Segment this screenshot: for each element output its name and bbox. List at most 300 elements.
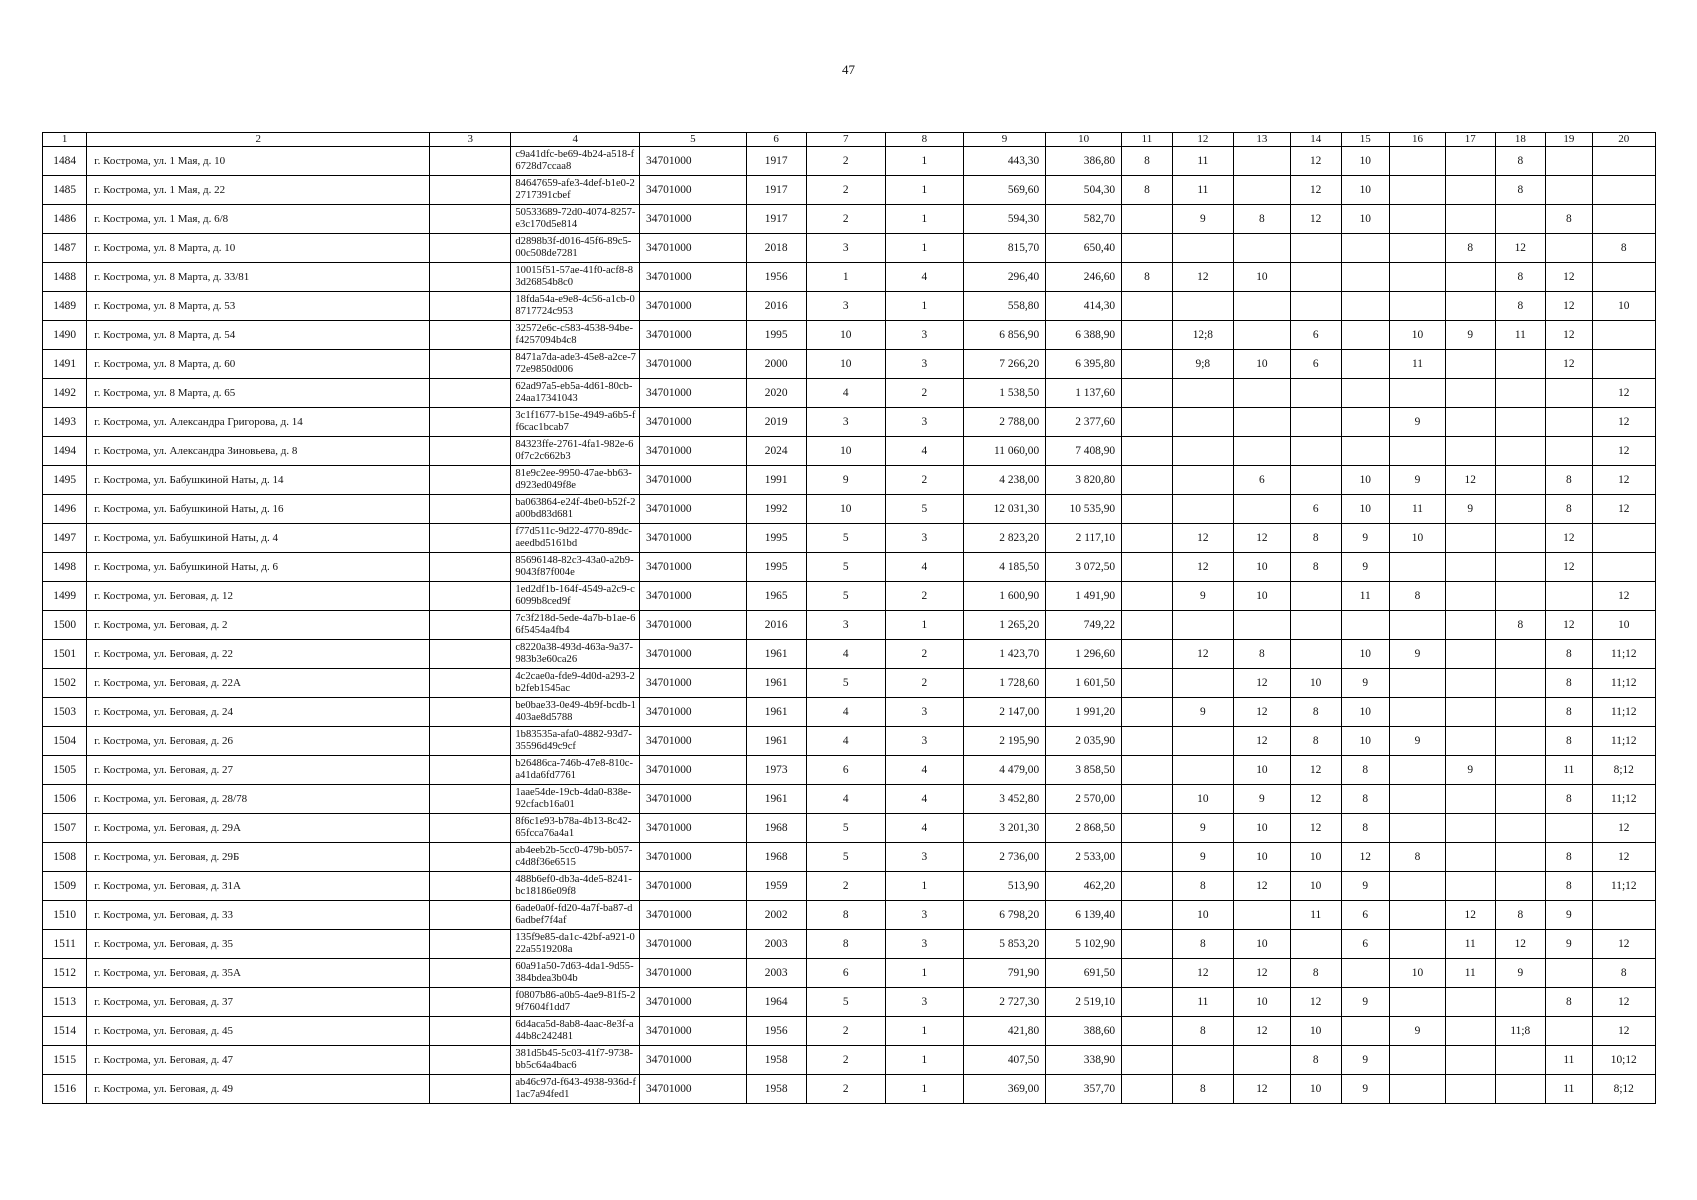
floors-cell: 2	[806, 205, 885, 234]
oktmo-code-cell: 34701000	[640, 408, 747, 437]
col-15-cell: 9	[1341, 669, 1390, 698]
fias-guid-cell: 6d4aca5d-8ab8-4aac-8e3f-a44b8c242481	[511, 1017, 640, 1046]
entrances-cell: 4	[885, 814, 963, 843]
col-17-cell	[1445, 379, 1495, 408]
entrances-cell: 1	[885, 611, 963, 640]
row-number-cell: 1496	[43, 495, 87, 524]
address-cell: г. Кострома, ул. Беговая, д. 47	[87, 1046, 430, 1075]
address-cell: г. Кострома, ул. 8 Марта, д. 60	[87, 350, 430, 379]
col-16-cell	[1390, 437, 1446, 466]
col-18-cell	[1495, 1046, 1546, 1075]
table-row	[43, 408, 1656, 437]
column-header-17: 17	[1445, 133, 1495, 147]
living-area-cell: 2 117,10	[1046, 524, 1122, 553]
col-14-cell: 12	[1290, 147, 1341, 176]
col-3-cell	[430, 147, 511, 176]
col-17-cell	[1445, 727, 1495, 756]
col-16-cell	[1390, 872, 1446, 901]
table-body	[43, 147, 1656, 1104]
col-15-cell: 8	[1341, 785, 1390, 814]
col-16-cell	[1390, 901, 1446, 930]
floors-cell: 2	[806, 1075, 885, 1104]
fias-guid-cell: ba063864-e24f-4be0-b52f-2a00bd83d681	[511, 495, 640, 524]
build-year-cell: 2018	[746, 234, 806, 263]
col-16-cell	[1390, 698, 1446, 727]
entrances-cell: 2	[885, 640, 963, 669]
col-17-cell: 8	[1445, 234, 1495, 263]
col-11-cell	[1122, 1075, 1173, 1104]
fias-guid-cell: 488b6ef0-db3a-4de5-8241-bc18186e09f8	[511, 872, 640, 901]
oktmo-code-cell: 34701000	[640, 466, 747, 495]
col-13-cell: 10	[1233, 350, 1290, 379]
col-11-cell: 8	[1122, 176, 1173, 205]
row-number-cell: 1502	[43, 669, 87, 698]
col-20-cell: 12	[1592, 379, 1655, 408]
col-14-cell: 8	[1290, 959, 1341, 988]
row-number-cell: 1499	[43, 582, 87, 611]
table-row	[43, 814, 1656, 843]
entrances-cell: 2	[885, 466, 963, 495]
col-11-cell	[1122, 959, 1173, 988]
col-15-cell: 10	[1341, 640, 1390, 669]
entrances-cell: 3	[885, 321, 963, 350]
build-year-cell: 1968	[746, 814, 806, 843]
oktmo-code-cell: 34701000	[640, 1046, 747, 1075]
floors-cell: 3	[806, 234, 885, 263]
floors-cell: 10	[806, 437, 885, 466]
col-12-cell	[1172, 1046, 1233, 1075]
col-3-cell	[430, 930, 511, 959]
col-14-cell: 6	[1290, 350, 1341, 379]
address-cell: г. Кострома, ул. Беговая, д. 31А	[87, 872, 430, 901]
col-12-cell: 12;8	[1172, 321, 1233, 350]
row-number-cell: 1493	[43, 408, 87, 437]
entrances-cell: 3	[885, 698, 963, 727]
col-18-cell	[1495, 814, 1546, 843]
col-18-cell	[1495, 437, 1546, 466]
floors-cell: 8	[806, 901, 885, 930]
col-19-cell: 12	[1546, 263, 1592, 292]
living-area-cell: 2 519,10	[1046, 988, 1122, 1017]
build-year-cell: 2002	[746, 901, 806, 930]
table-row	[43, 901, 1656, 930]
oktmo-code-cell: 34701000	[640, 843, 747, 872]
col-20-cell: 11;12	[1592, 669, 1655, 698]
floors-cell: 5	[806, 524, 885, 553]
address-cell: г. Кострома, ул. Беговая, д. 29А	[87, 814, 430, 843]
col-19-cell: 8	[1546, 843, 1592, 872]
col-13-cell	[1233, 379, 1290, 408]
col-19-cell	[1546, 814, 1592, 843]
col-20-cell: 12	[1592, 988, 1655, 1017]
build-year-cell: 1964	[746, 988, 806, 1017]
col-12-cell: 9;8	[1172, 350, 1233, 379]
entrances-cell: 3	[885, 901, 963, 930]
column-header-2: 2	[87, 133, 430, 147]
table-row	[43, 205, 1656, 234]
housing-register-table	[42, 132, 1656, 1104]
address-cell: г. Кострома, ул. Беговая, д. 27	[87, 756, 430, 785]
living-area-cell: 3 820,80	[1046, 466, 1122, 495]
column-header-15: 15	[1341, 133, 1390, 147]
col-12-cell: 10	[1172, 901, 1233, 930]
col-3-cell	[430, 814, 511, 843]
entrances-cell: 1	[885, 147, 963, 176]
col-20-cell	[1592, 176, 1655, 205]
build-year-cell: 2016	[746, 292, 806, 321]
table-row	[43, 263, 1656, 292]
col-17-cell	[1445, 553, 1495, 582]
living-area-cell: 5 102,90	[1046, 930, 1122, 959]
total-area-cell: 2 823,20	[963, 524, 1045, 553]
col-15-cell: 6	[1341, 901, 1390, 930]
col-11-cell	[1122, 727, 1173, 756]
row-number-cell: 1516	[43, 1075, 87, 1104]
col-3-cell	[430, 176, 511, 205]
col-19-cell: 8	[1546, 727, 1592, 756]
column-header-8: 8	[885, 133, 963, 147]
col-12-cell	[1172, 727, 1233, 756]
col-16-cell: 9	[1390, 466, 1446, 495]
col-3-cell	[430, 698, 511, 727]
row-number-cell: 1512	[43, 959, 87, 988]
column-header-10: 10	[1046, 133, 1122, 147]
col-14-cell	[1290, 611, 1341, 640]
col-12-cell: 11	[1172, 147, 1233, 176]
address-cell: г. Кострома, ул. Беговая, д. 26	[87, 727, 430, 756]
living-area-cell: 1 137,60	[1046, 379, 1122, 408]
build-year-cell: 1992	[746, 495, 806, 524]
row-number-cell: 1498	[43, 553, 87, 582]
floors-cell: 3	[806, 292, 885, 321]
living-area-cell: 582,70	[1046, 205, 1122, 234]
col-3-cell	[430, 582, 511, 611]
table-row	[43, 379, 1656, 408]
fias-guid-cell: d2898b3f-d016-45f6-89c5-00c508de7281	[511, 234, 640, 263]
floors-cell: 4	[806, 698, 885, 727]
col-20-cell: 8	[1592, 959, 1655, 988]
column-header-5: 5	[640, 133, 747, 147]
living-area-cell: 6 388,90	[1046, 321, 1122, 350]
living-area-cell: 6 395,80	[1046, 350, 1122, 379]
col-19-cell: 12	[1546, 321, 1592, 350]
fias-guid-cell: f0807b86-a0b5-4ae9-81f5-29f7604f1dd7	[511, 988, 640, 1017]
col-17-cell: 9	[1445, 756, 1495, 785]
col-18-cell	[1495, 350, 1546, 379]
col-12-cell: 9	[1172, 205, 1233, 234]
fias-guid-cell: 1ed2df1b-164f-4549-a2c9-c6099b8ced9f	[511, 582, 640, 611]
col-3-cell	[430, 553, 511, 582]
col-14-cell: 12	[1290, 814, 1341, 843]
col-20-cell: 12	[1592, 408, 1655, 437]
col-3-cell	[430, 901, 511, 930]
living-area-cell: 7 408,90	[1046, 437, 1122, 466]
col-15-cell: 10	[1341, 205, 1390, 234]
living-area-cell: 10 535,90	[1046, 495, 1122, 524]
table-row	[43, 872, 1656, 901]
total-area-cell: 2 195,90	[963, 727, 1045, 756]
col-18-cell	[1495, 582, 1546, 611]
col-20-cell: 11;12	[1592, 640, 1655, 669]
table-row	[43, 640, 1656, 669]
total-area-cell: 2 147,00	[963, 698, 1045, 727]
col-15-cell: 10	[1341, 147, 1390, 176]
entrances-cell: 1	[885, 205, 963, 234]
col-16-cell	[1390, 176, 1446, 205]
col-12-cell	[1172, 408, 1233, 437]
col-15-cell: 8	[1341, 756, 1390, 785]
col-12-cell: 12	[1172, 959, 1233, 988]
build-year-cell: 1965	[746, 582, 806, 611]
col-3-cell	[430, 640, 511, 669]
total-area-cell: 7 266,20	[963, 350, 1045, 379]
col-11-cell	[1122, 524, 1173, 553]
col-11-cell	[1122, 582, 1173, 611]
table-row	[43, 176, 1656, 205]
column-header-1: 1	[43, 133, 87, 147]
row-number-cell: 1510	[43, 901, 87, 930]
col-13-cell: 6	[1233, 466, 1290, 495]
floors-cell: 8	[806, 930, 885, 959]
col-15-cell: 10	[1341, 495, 1390, 524]
col-16-cell	[1390, 553, 1446, 582]
fias-guid-cell: 1aae54de-19cb-4da0-838e-92cfacb16a01	[511, 785, 640, 814]
row-number-cell: 1487	[43, 234, 87, 263]
col-19-cell: 11	[1546, 1046, 1592, 1075]
col-14-cell: 12	[1290, 176, 1341, 205]
col-15-cell	[1341, 292, 1390, 321]
total-area-cell: 1 423,70	[963, 640, 1045, 669]
col-13-cell	[1233, 321, 1290, 350]
total-area-cell: 1 728,60	[963, 669, 1045, 698]
living-area-cell: 2 570,00	[1046, 785, 1122, 814]
address-cell: г. Кострома, ул. Беговая, д. 45	[87, 1017, 430, 1046]
entrances-cell: 1	[885, 1017, 963, 1046]
build-year-cell: 2000	[746, 350, 806, 379]
col-13-cell: 10	[1233, 263, 1290, 292]
address-cell: г. Кострома, ул. 8 Марта, д. 65	[87, 379, 430, 408]
col-16-cell: 10	[1390, 524, 1446, 553]
total-area-cell: 4 238,00	[963, 466, 1045, 495]
table-row	[43, 1017, 1656, 1046]
col-13-cell: 10	[1233, 582, 1290, 611]
address-cell: г. Кострома, ул. Беговая, д. 2	[87, 611, 430, 640]
total-area-cell: 1 538,50	[963, 379, 1045, 408]
living-area-cell: 357,70	[1046, 1075, 1122, 1104]
col-17-cell	[1445, 176, 1495, 205]
oktmo-code-cell: 34701000	[640, 959, 747, 988]
floors-cell: 4	[806, 785, 885, 814]
col-14-cell: 12	[1290, 785, 1341, 814]
col-17-cell	[1445, 524, 1495, 553]
col-15-cell	[1341, 408, 1390, 437]
oktmo-code-cell: 34701000	[640, 147, 747, 176]
oktmo-code-cell: 34701000	[640, 727, 747, 756]
col-3-cell	[430, 350, 511, 379]
row-number-cell: 1501	[43, 640, 87, 669]
col-15-cell	[1341, 234, 1390, 263]
table-row	[43, 930, 1656, 959]
col-3-cell	[430, 988, 511, 1017]
floors-cell: 9	[806, 466, 885, 495]
entrances-cell: 3	[885, 524, 963, 553]
entrances-cell: 1	[885, 872, 963, 901]
row-number-cell: 1488	[43, 263, 87, 292]
row-number-cell: 1490	[43, 321, 87, 350]
col-11-cell	[1122, 292, 1173, 321]
address-cell: г. Кострома, ул. Беговая, д. 22А	[87, 669, 430, 698]
fias-guid-cell: 84647659-afe3-4def-b1e0-22717391cbef	[511, 176, 640, 205]
col-13-cell: 10	[1233, 988, 1290, 1017]
total-area-cell: 421,80	[963, 1017, 1045, 1046]
entrances-cell: 3	[885, 350, 963, 379]
col-14-cell	[1290, 408, 1341, 437]
col-13-cell: 12	[1233, 959, 1290, 988]
oktmo-code-cell: 34701000	[640, 553, 747, 582]
col-3-cell	[430, 495, 511, 524]
col-16-cell: 10	[1390, 959, 1446, 988]
floors-cell: 6	[806, 959, 885, 988]
fias-guid-cell: 135f9e85-da1c-42bf-a921-022a5519208a	[511, 930, 640, 959]
entrances-cell: 3	[885, 988, 963, 1017]
col-11-cell	[1122, 466, 1173, 495]
col-16-cell: 11	[1390, 350, 1446, 379]
row-number-cell: 1505	[43, 756, 87, 785]
col-14-cell: 8	[1290, 524, 1341, 553]
col-20-cell: 12	[1592, 814, 1655, 843]
col-14-cell	[1290, 640, 1341, 669]
col-3-cell	[430, 524, 511, 553]
floors-cell: 2	[806, 147, 885, 176]
total-area-cell: 443,30	[963, 147, 1045, 176]
col-12-cell: 9	[1172, 814, 1233, 843]
col-12-cell: 9	[1172, 843, 1233, 872]
column-header-20: 20	[1592, 133, 1655, 147]
col-11-cell	[1122, 1046, 1173, 1075]
living-area-cell: 504,30	[1046, 176, 1122, 205]
col-20-cell: 10;12	[1592, 1046, 1655, 1075]
col-3-cell	[430, 466, 511, 495]
col-13-cell: 12	[1233, 698, 1290, 727]
fias-guid-cell: be0bae33-0e49-4b9f-bcdb-1403ae8d5788	[511, 698, 640, 727]
table-row	[43, 727, 1656, 756]
col-11-cell	[1122, 930, 1173, 959]
col-16-cell	[1390, 1046, 1446, 1075]
col-20-cell	[1592, 350, 1655, 379]
col-13-cell	[1233, 408, 1290, 437]
row-number-cell: 1495	[43, 466, 87, 495]
address-cell: г. Кострома, ул. Бабушкиной Наты, д. 14	[87, 466, 430, 495]
living-area-cell: 1 296,60	[1046, 640, 1122, 669]
fias-guid-cell: 62ad97a5-eb5a-4d61-80cb-24aa17341043	[511, 379, 640, 408]
col-18-cell	[1495, 408, 1546, 437]
fias-guid-cell: 10015f51-57ae-41f0-acf8-83d26854b8c0	[511, 263, 640, 292]
col-15-cell	[1341, 959, 1390, 988]
oktmo-code-cell: 34701000	[640, 901, 747, 930]
col-11-cell	[1122, 814, 1173, 843]
col-17-cell	[1445, 1075, 1495, 1104]
oktmo-code-cell: 34701000	[640, 582, 747, 611]
total-area-cell: 2 788,00	[963, 408, 1045, 437]
column-header-19: 19	[1546, 133, 1592, 147]
total-area-cell: 558,80	[963, 292, 1045, 321]
address-cell: г. Кострома, ул. 8 Марта, д. 33/81	[87, 263, 430, 292]
col-20-cell: 11;12	[1592, 698, 1655, 727]
col-15-cell	[1341, 263, 1390, 292]
entrances-cell: 2	[885, 379, 963, 408]
total-area-cell: 3 452,80	[963, 785, 1045, 814]
fias-guid-cell: 60a91a50-7d63-4da1-9d55-384bdea3b04b	[511, 959, 640, 988]
col-17-cell	[1445, 843, 1495, 872]
fias-guid-cell: 1b83535a-afa0-4882-93d7-35596d49c9cf	[511, 727, 640, 756]
col-12-cell	[1172, 379, 1233, 408]
total-area-cell: 369,00	[963, 1075, 1045, 1104]
col-20-cell: 8;12	[1592, 1075, 1655, 1104]
total-area-cell: 2 736,00	[963, 843, 1045, 872]
col-11-cell	[1122, 1017, 1173, 1046]
col-3-cell	[430, 263, 511, 292]
col-16-cell	[1390, 930, 1446, 959]
build-year-cell: 1991	[746, 466, 806, 495]
col-16-cell	[1390, 292, 1446, 321]
col-11-cell	[1122, 350, 1173, 379]
col-14-cell: 10	[1290, 669, 1341, 698]
col-18-cell: 11	[1495, 321, 1546, 350]
col-16-cell	[1390, 263, 1446, 292]
build-year-cell: 1956	[746, 263, 806, 292]
build-year-cell: 2003	[746, 959, 806, 988]
col-17-cell	[1445, 669, 1495, 698]
living-area-cell: 2 533,00	[1046, 843, 1122, 872]
col-12-cell: 12	[1172, 640, 1233, 669]
col-12-cell	[1172, 495, 1233, 524]
col-16-cell	[1390, 669, 1446, 698]
row-number-cell: 1503	[43, 698, 87, 727]
col-3-cell	[430, 959, 511, 988]
table-row	[43, 321, 1656, 350]
column-header-13: 13	[1233, 133, 1290, 147]
floors-cell: 2	[806, 176, 885, 205]
col-11-cell	[1122, 321, 1173, 350]
col-19-cell	[1546, 408, 1592, 437]
table-row	[43, 292, 1656, 321]
col-16-cell: 9	[1390, 1017, 1446, 1046]
col-19-cell: 11	[1546, 1075, 1592, 1104]
oktmo-code-cell: 34701000	[640, 437, 747, 466]
col-13-cell	[1233, 495, 1290, 524]
build-year-cell: 1995	[746, 524, 806, 553]
col-20-cell: 12	[1592, 582, 1655, 611]
floors-cell: 4	[806, 727, 885, 756]
col-17-cell: 11	[1445, 959, 1495, 988]
build-year-cell: 2003	[746, 930, 806, 959]
col-16-cell: 10	[1390, 321, 1446, 350]
col-12-cell: 8	[1172, 930, 1233, 959]
address-cell: г. Кострома, ул. 1 Мая, д. 6/8	[87, 205, 430, 234]
col-16-cell: 9	[1390, 640, 1446, 669]
floors-cell: 2	[806, 1046, 885, 1075]
col-3-cell	[430, 437, 511, 466]
fias-guid-cell: 8471a7da-ade3-45e8-a2ce-772e9850d006	[511, 350, 640, 379]
col-12-cell	[1172, 466, 1233, 495]
entrances-cell: 4	[885, 553, 963, 582]
col-13-cell: 12	[1233, 872, 1290, 901]
fias-guid-cell: 32572e6c-c583-4538-94be-f4257094b4c8	[511, 321, 640, 350]
living-area-cell: 1 491,90	[1046, 582, 1122, 611]
entrances-cell: 2	[885, 582, 963, 611]
col-19-cell: 8	[1546, 785, 1592, 814]
col-15-cell: 9	[1341, 1046, 1390, 1075]
